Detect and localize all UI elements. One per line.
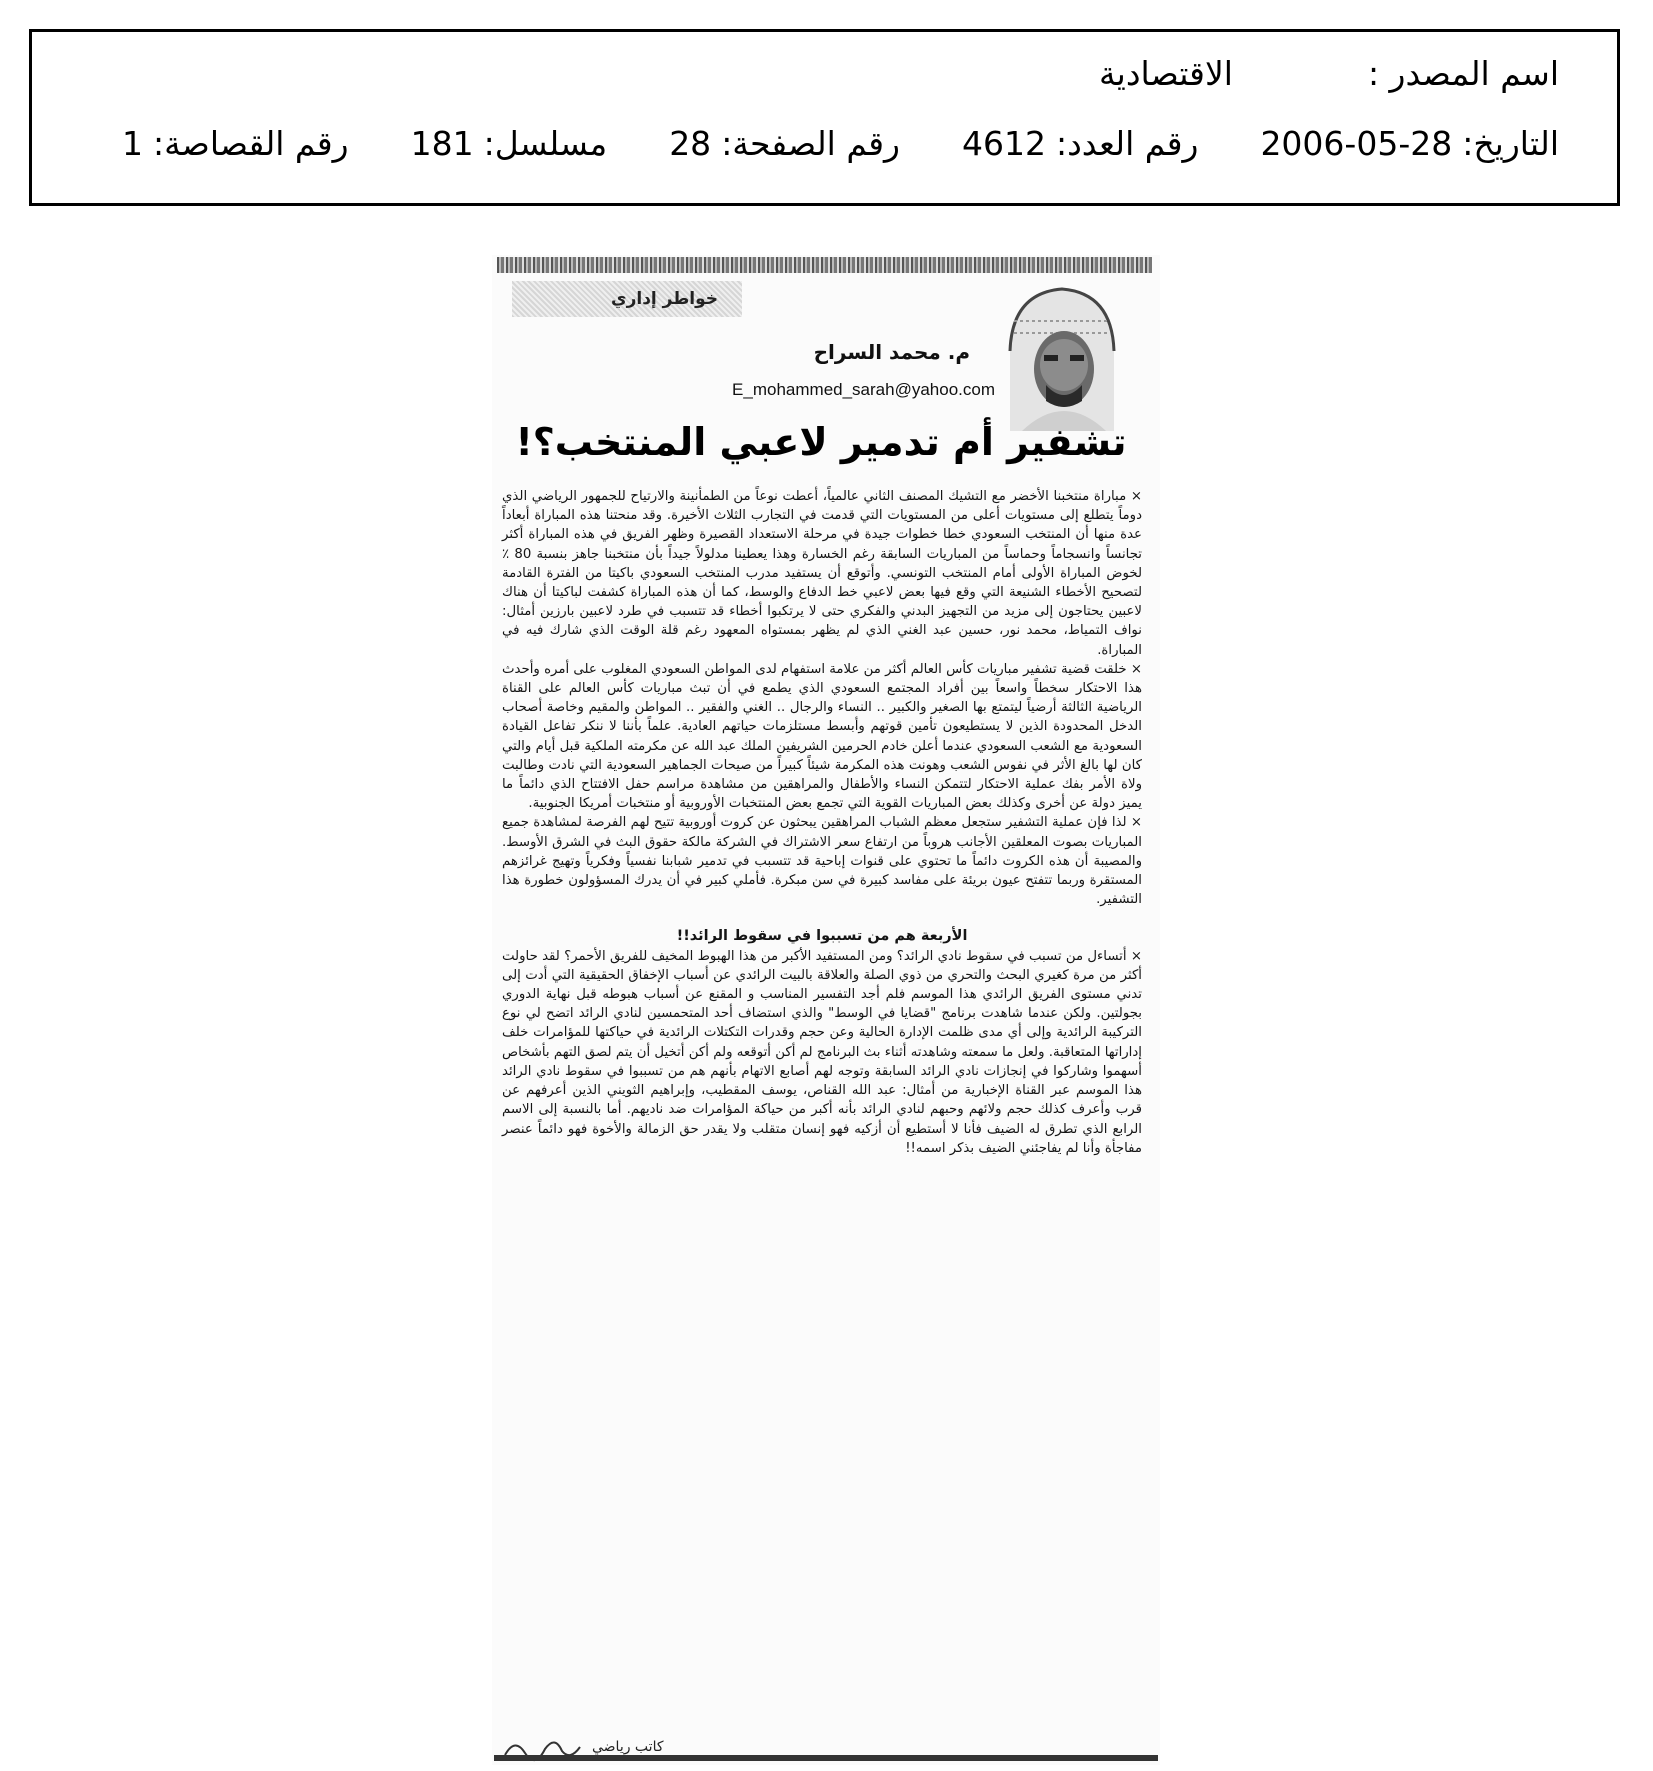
date-value: 2006-05-28 [1260, 124, 1453, 163]
source-value: الاقتصادية [1098, 54, 1233, 93]
page-label: رقم الصفحة: [721, 124, 900, 163]
article-paragraph-2: × خلقت قضية تشفير مباريات كأس العالم أكثر من علامة استفهام لدى المواطن السعودي المغلوب على أمره وأحدث هذا الاحتكار سخطاً واسعاً بين أفراد المجتمع السعودي الذي يطمع في أن تبث مباريات كأس العالم على القناة الرياضية الثالثة أرضياً ليتمتع بها الصغير والكبير .. النساء والرجال .. الغني والفقير .. المواطن والمقيم وخاصة أصحاب الدخل المحدودة الذين لا يستطيعون تأمين قوتهم وأبسط مستلزمات حياتهم العادية. علماً بأننا لا ننكر تفاعل القيادة السعودية مع الشعب السعودي عندما أعلن خادم الحرمين الشريفين الملك عبد الله عن مكرمته الملكية قبل أيام والتي كان لها بالغ الأثر في نفوس الشعب وهونت هذه المكرمة شيئاً كبيراً من صيحات الجماهير السعودية التي نادت وطالبت ولاة الأمر بفك عملية الاحتكار لتتمكن النساء والأطفال والمراهقين من مشاهدة مراسم حفل الافتتاح الذي دائماً ما يميز دولة عن أخرى وكذلك بعض المباريات القوية التي تجمع بعض المنتخبات الأوروبية أو منتخبات أمريكا الجنوبية. [502, 661, 1142, 812]
clipping-label: رقم القصاصة: [153, 124, 349, 163]
article-paragraph-1: × مباراة منتخبنا الأخضر مع التشيك المصنف الثاني عالمياً، أعطت نوعاً من الطمأنينة والارتياح للجمهور الرياضي الذي دوماً يتطلع إلى مستويات أعلى من المستويات التي قدمت في التجارب الثلاث الأخيرة. وقد منحتنا هذه المباراة أبعاداً عدة منها أن المنتخب السعودي خطا خطوات جيدة في مرحلة الاستعداد القصيرة وظهر الفريق في هذه المباراة أكثر تجانساً وانسجاماً وحماساً من المباريات السابقة رغم الخسارة وهذا يعطينا مدلولاً جيداً بأن منتخبنا جاهز بنسبة 80 ٪ لخوض المباراة الأولى أمام المنتخب التونسي. وأتوقع أن يستفيد مدرب المنتخب السعودي باكيتا من الفترة القادمة لتصحيح الأخطاء الشنيعة التي وقع فيها بعض لاعبي خط الدفاع والوسط، كما أن هذه المباراة كشفت لباكيتا أن هناك لاعبين يحتاجون إلى مزيد من التجهيز البدني والفكري حتى لا يرتكبوا أخطاء قد تتسبب في طرد لاعبين بارزين أمثال: نواف التمياط، محمد نور، حسين عبد الغني الذي لم يظهر بمستواه المعهود رغم قلة الوقت الذي شارك فيه في المباراة. [502, 489, 1142, 658]
source-row [1099, 54, 1559, 93]
article-paragraph-3: × لذا فإن عملية التشفير ستجعل معظم الشباب المراهقين يبحثون عن كروت أوروبية تتيح لهم الفرصة لمشاهدة جميع المباريات بصوت المعلقين الأجانب هروباً من ارتفاع سعر الاشتراك في الشركة مالكة حقوق البث في الشرق الأوسط. والمصيبة أن هذه الكروت دائماً ما تحتوي على قنوات إباحية قد تتسبب في تدمير شبابنا نفسياً وفكرياً وتهيج غرائزهم المستقرة وربما تتفتح عيون بريئة على مفاسد كبيرة في سن مبكرة. فأملي كبير في أن يدرك المسؤولون خطورة هذا التشفير. [502, 815, 1142, 908]
serial-label: مسلسل: [483, 124, 608, 163]
page-value: 28 [669, 124, 712, 163]
serial-value: 181 [410, 124, 474, 163]
article-body [502, 487, 1142, 1158]
author-signature-title: كاتب رياضي [592, 1739, 664, 1755]
author-name: م. محمد السراح [813, 340, 970, 364]
clipping-bottom-border [494, 1755, 1158, 1761]
article-headline: تشفير أم تدمير لاعبي المنتخب؟! [515, 420, 1127, 464]
article-paragraph-4: × أتساءل من تسبب في سقوط نادي الرائد؟ ومن المستفيد الأكبر من هذا الهبوط المخيف للفريق الأحمر؟ لقد حاولت أكثر من مرة كغيري البحث والتحري من ذوي الصلة والعلاقة بالبيت الرائدي عن أسباب الإخفاق الحقيقية التي أدت إلى تدني مستوى الفريق الرائدي هذا الموسم فلم أجد التفسير المناسب و المقنع عن أسباب هبوطه قبل نهاية الدوري بجولتين. ولكن عندما شاهدت برنامج "قضايا في الوسط" والذي استضاف أحد المتحمسين لنادي الرائد اتضح لي نوع التركيبة الرائدية وإلى أي مدى ظلمت الإدارة الحالية وعن حجم وقدرات التكتلات الرائدية في حياكتها للمؤامرات خلف إداراتها المتعاقبة. ولعل ما سمعته وشاهدته أثناء بث البرنامج لم أكن أتوقعه ولم أكن أتخيل أن يتم لصق التهم بأشخاص أسهموا وشاركوا في إنجازات نادي الرائد السابقة وتوجه لهم أصابع الاتهام بأنهم هم من تسببوا في سقوط نادي الرائد هذا الموسم عبر القناة الإخبارية من أمثال: عبد الله القناص، يوسف المقطيب، وإبراهيم الثويني الذين أعرفهم عن قرب وأعرف كذلك حجم ولائهم وحبهم لنادي الرائد بأنه أكبر من حياكة المؤامرات ضد ناديهم. أما بالنسبة إلى الاسم الرابع الذي تطرق له الضيف فأنا لا أستطيع أن أزكيه فهو إنسان متقلب ولا يقدر حق الزمالة والأخوة فهو دائماً عنصر مفاجأة وأنا لم يفاجئني الضيف بذكر اسمه!! [502, 948, 1142, 1156]
source-info-box [29, 29, 1620, 206]
author-email: E_mohammed_sarah@yahoo.com [732, 380, 995, 399]
article-subheading: الأربعة هم من تسببوا في سقوط الرائد!! [676, 928, 968, 945]
clipping-top-border [497, 257, 1152, 273]
issue-value: 4612 [962, 124, 1046, 163]
column-name: خواطر إداري [512, 281, 742, 317]
source-label: اسم المصدر : [1367, 54, 1559, 93]
author-photo [992, 281, 1132, 431]
clipping-value: 1 [122, 124, 143, 163]
issue-label: رقم العدد: [1055, 124, 1199, 163]
meta-row [122, 124, 1559, 163]
date-label: التاريخ: [1462, 124, 1559, 163]
newspaper-clipping [492, 255, 1160, 1765]
